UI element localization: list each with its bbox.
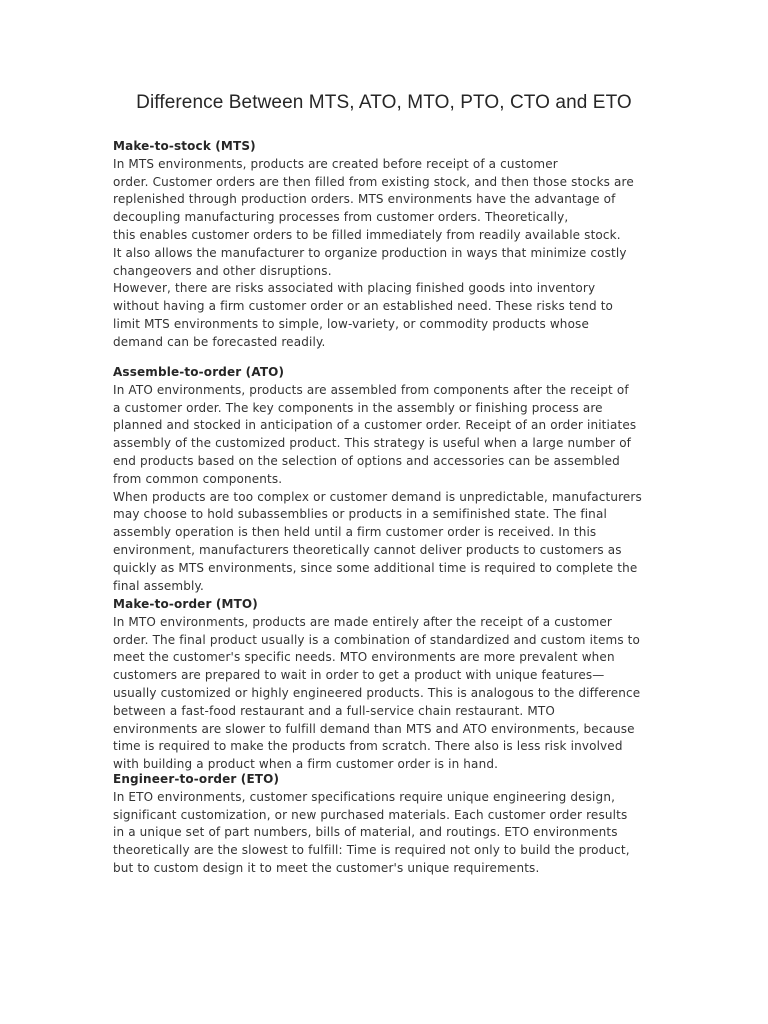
paragraph-line: with building a product when a firm customer order is in hand. xyxy=(113,757,499,772)
paragraph-line: time is required to make the products from scratch. There also is less risk involved xyxy=(113,739,623,754)
paragraph-line: between a fast-food restaurant and a full-service chain restaurant. MTO xyxy=(113,703,555,718)
paragraph-line: planned and stocked in anticipation of a customer order. Receipt of an order initiates xyxy=(113,418,637,433)
paragraph-line: decoupling manufacturing processes from customer orders. Theoretically, xyxy=(113,210,569,225)
paragraph-line: a customer order. The key components in the assembly or finishing process are xyxy=(113,400,603,415)
paragraph-line: replenished through production orders. MTS environments have the advantage of xyxy=(113,192,616,207)
paragraph-line: environment, manufacturers theoretically cannot deliver products to customers as xyxy=(113,543,622,557)
paragraph-line: in a unique set of part numbers, bills of material, and routings. ETO environments xyxy=(113,825,618,840)
paragraph-line: may choose to hold subassemblies or products in a semifinished state. The final xyxy=(113,507,607,522)
paragraph-line: changeovers and other disruptions. xyxy=(113,263,332,278)
section-heading-mts: Make-to-stock (MTS) xyxy=(113,139,256,153)
paragraph-line: end products based on the selection of options and accessories can be assembled xyxy=(113,454,620,468)
paragraph-line: theoretically are the slowest to fulfill: Time is required not only to build the product, xyxy=(113,843,630,858)
section-heading-ato: Assemble-to-order (ATO) xyxy=(113,365,285,379)
paragraph-line: It also allows the manufacturer to organize production in ways that minimize costly xyxy=(113,245,627,260)
paragraph-line: order. Customer orders are then filled from existing stock, and then those stocks are xyxy=(113,174,634,189)
section-heading-mto: Make-to-order (MTO) xyxy=(113,597,258,611)
paragraph-line: In MTO environments, products are made entirely after the receipt of a customer xyxy=(113,614,612,629)
section-heading-eto: Engineer-to-order (ETO) xyxy=(113,772,280,786)
paragraph-line: assembly operation is then held until a firm customer order is received. In this xyxy=(113,525,597,540)
paragraph-line: However, there are risks associated with placing finished goods into inventory xyxy=(113,281,596,296)
paragraph-line: final assembly. xyxy=(113,578,205,593)
paragraph-line: without having a firm customer order or an established need. These risks tend to xyxy=(113,299,614,314)
paragraph-line: from common components. xyxy=(113,471,283,486)
paragraph-line: customers are prepared to wait in order to get a product with unique features— xyxy=(113,668,605,683)
paragraph-line: When products are too complex or customer demand is unpredictable, manufacturers xyxy=(113,489,642,504)
paragraph-line: significant customization, or new purchased materials. Each customer order results xyxy=(113,807,628,822)
paragraph-line: In MTS environments, products are created before receipt of a customer xyxy=(113,156,558,171)
paragraph-line: In ETO environments, customer specifications require unique engineering design, xyxy=(113,789,616,804)
page-title: Difference Between MTS, ATO, MTO, PTO, CTO and ETO xyxy=(136,92,632,113)
paragraph-line: quickly as MTS environments, since some additional time is required to complete the xyxy=(113,560,638,575)
paragraph-line: assembly of the customized product. This strategy is useful when a large number of xyxy=(113,436,632,451)
paragraph-line: meet the customer's specific needs. MTO environments are more prevalent when xyxy=(113,650,615,665)
paragraph-line: this enables customer orders to be filled immediately from readily available stock. xyxy=(113,228,621,242)
paragraph-line: environments are slower to fulfill demand than MTS and ATO environments, because xyxy=(113,721,635,736)
paragraph-line: but to custom design it to meet the customer's unique requirements. xyxy=(113,861,540,875)
paragraph-line: In ATO environments, products are assembled from components after the receipt of xyxy=(113,382,629,397)
paragraph-line: usually customized or highly engineered products. This is analogous to the difference xyxy=(113,686,641,700)
paragraph-line: order. The final product usually is a combination of standardized and custom items to xyxy=(113,632,641,647)
paragraph-line: limit MTS environments to simple, low-variety, or commodity products whose xyxy=(113,317,589,331)
paragraph-line: demand can be forecasted readily. xyxy=(113,334,326,349)
